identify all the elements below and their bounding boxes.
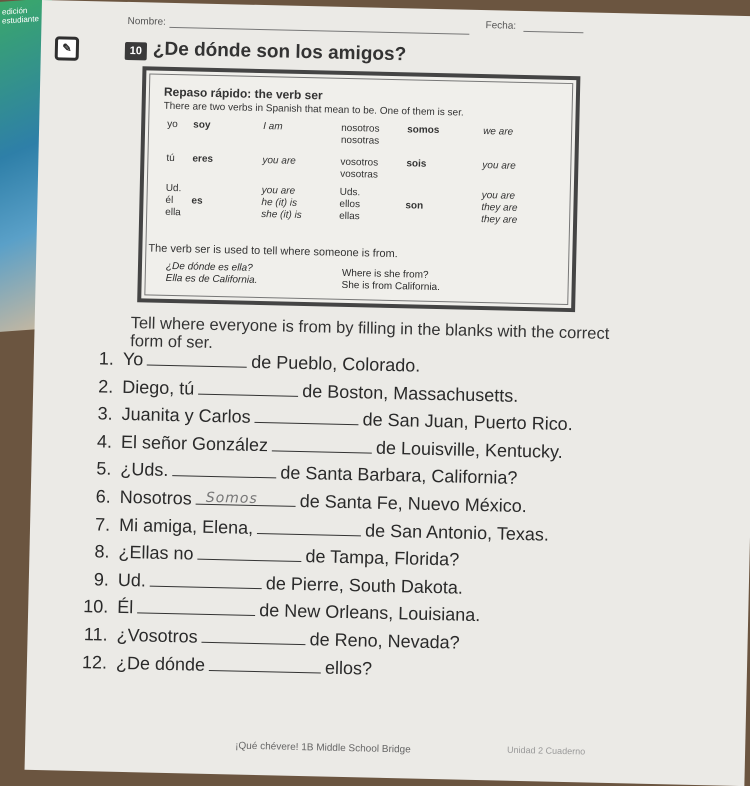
exercise-title: ¿De dónde son los amigos? [152, 38, 407, 66]
item-prompt: Yo [122, 348, 144, 370]
answer-blank[interactable] [137, 597, 255, 617]
item-number: 3. [97, 403, 113, 424]
conj-eng-2: you are [262, 155, 296, 167]
answer-blank[interactable] [172, 459, 276, 478]
answer-blank[interactable] [209, 654, 321, 674]
item-ending: ellos? [324, 657, 373, 679]
date-label: Fecha: [485, 20, 517, 32]
conj-subj-1: yo [167, 118, 178, 131]
item-prompt: ¿Ellas no [118, 542, 194, 564]
conj-peng-3: you are they are they are [481, 190, 518, 226]
item-number: 10. [82, 596, 109, 618]
conj-psubj-1: nosotros nosotras [340, 122, 380, 147]
conj-verb-1: soy [193, 119, 211, 131]
item-number: 4. [96, 431, 113, 452]
item-ending: de San Antonio, Texas. [364, 520, 550, 545]
exercise-item-8 [75, 540, 459, 571]
item-prompt: ¿Uds. [120, 459, 169, 481]
answer-blank[interactable] [272, 434, 372, 453]
item-ending: de Louisville, Kentucky. [375, 437, 563, 462]
handwritten-answer: Somos [205, 489, 258, 508]
answer-blank[interactable] [257, 517, 361, 536]
exercise-item-3 [78, 402, 573, 435]
item-number: 11. [83, 624, 108, 645]
conj-eng-1: I am [263, 121, 283, 133]
review-intro: There are two verbs in Spanish that mean to be. One of them is ser. [163, 100, 464, 119]
name-line[interactable] [169, 27, 469, 35]
worksheet-page [25, 0, 750, 786]
item-prompt: Juanita y Carlos [121, 404, 251, 428]
exercise-item-12 [73, 650, 373, 679]
answer-blank[interactable] [196, 488, 296, 507]
conj-eng-3: you are he (it) is she (it) is [261, 185, 302, 221]
exercise-number: 10 [125, 42, 147, 60]
instructions: Tell where everyone is from by filling in the blanks with the correct form of ser. [130, 314, 610, 352]
item-ending: de Reno, Nevada? [309, 629, 460, 653]
conj-peng-1: we are [483, 126, 514, 138]
item-number: 6. [95, 486, 111, 507]
answer-blank[interactable] [197, 543, 301, 562]
item-prompt: Mi amiga, Elena, [118, 514, 254, 538]
exercise-item-2 [79, 375, 519, 407]
item-ending: de Tampa, Florida? [305, 546, 460, 570]
date-line[interactable] [523, 31, 583, 33]
exercise-item-9 [75, 568, 464, 599]
exercise-item-4 [78, 430, 563, 463]
item-number: 2. [98, 375, 114, 397]
footer-book: ¡Qué chévere! 1B Middle School Bridge [234, 740, 411, 756]
item-prompt: ¿Vosotros [116, 624, 198, 647]
item-ending: de Pueblo, Colorado. [250, 351, 421, 376]
example-english: Where is she from? She is from California. [341, 267, 441, 294]
review-heading: Repaso rápido: the verb ser [163, 84, 323, 103]
answer-blank[interactable] [150, 569, 262, 589]
conj-psubj-2: vosotros vosotras [339, 156, 379, 181]
item-number: 5. [96, 458, 112, 480]
answer-blank[interactable] [202, 626, 306, 645]
answer-blank[interactable] [255, 406, 359, 425]
item-ending: de San Juan, Puerto Rico. [362, 409, 573, 435]
name-label: Nombre: [127, 15, 167, 28]
exercise-item-7 [76, 513, 549, 546]
conj-pverb-1: somos [407, 124, 440, 137]
item-ending: de Santa Barbara, California? [280, 462, 518, 489]
item-prompt: Ud. [117, 569, 147, 591]
item-prompt: Diego, tú [122, 376, 195, 399]
conj-pverb-3: son [405, 200, 424, 212]
item-number: 7. [94, 513, 111, 535]
item-prompt: Nosotros [119, 486, 192, 509]
item-number: 12. [81, 651, 108, 673]
item-ending: de Boston, Massachusetts. [302, 380, 519, 406]
item-ending: de New Orleans, Louisiana. [258, 600, 481, 626]
conj-verb-3: es [191, 195, 203, 207]
textbook-blurb: edición estudiante [2, 5, 39, 26]
conj-pverb-2: sois [406, 158, 427, 170]
exercise-item-10 [74, 595, 481, 626]
exercise-item-5 [77, 457, 518, 489]
conj-psubj-3: Uds. ellos ellas [339, 186, 361, 223]
item-number: 8. [94, 541, 110, 562]
review-rule: The verb ser is used to tell where someone is from. [148, 242, 398, 261]
conj-subj-2: tú [166, 152, 175, 165]
item-prompt: ¿De dónde [115, 652, 206, 675]
item-number: 9. [93, 569, 110, 590]
answer-blank[interactable] [198, 377, 298, 396]
answer-blank[interactable] [147, 348, 247, 367]
item-prompt: El señor González [120, 431, 269, 456]
conj-subj-3: Ud. él ella [165, 182, 182, 219]
conj-verb-2: eres [192, 153, 214, 165]
item-ending: de Santa Fe, Nuevo México. [299, 490, 528, 517]
item-number: 1. [98, 348, 115, 369]
exercise-item-11 [73, 623, 460, 654]
exercise-item-6 [77, 485, 528, 517]
item-ending: de Pierre, South Dakota. [265, 573, 464, 598]
conj-peng-2: you are [482, 160, 516, 172]
pencil-icon: ✎ [55, 36, 80, 61]
item-prompt: Él [117, 597, 134, 618]
review-box [137, 66, 580, 312]
footer-unit: Unidad 2 Cuaderno [506, 744, 586, 757]
example-spanish: ¿De dónde es ella? Ella es de California. [165, 260, 258, 286]
